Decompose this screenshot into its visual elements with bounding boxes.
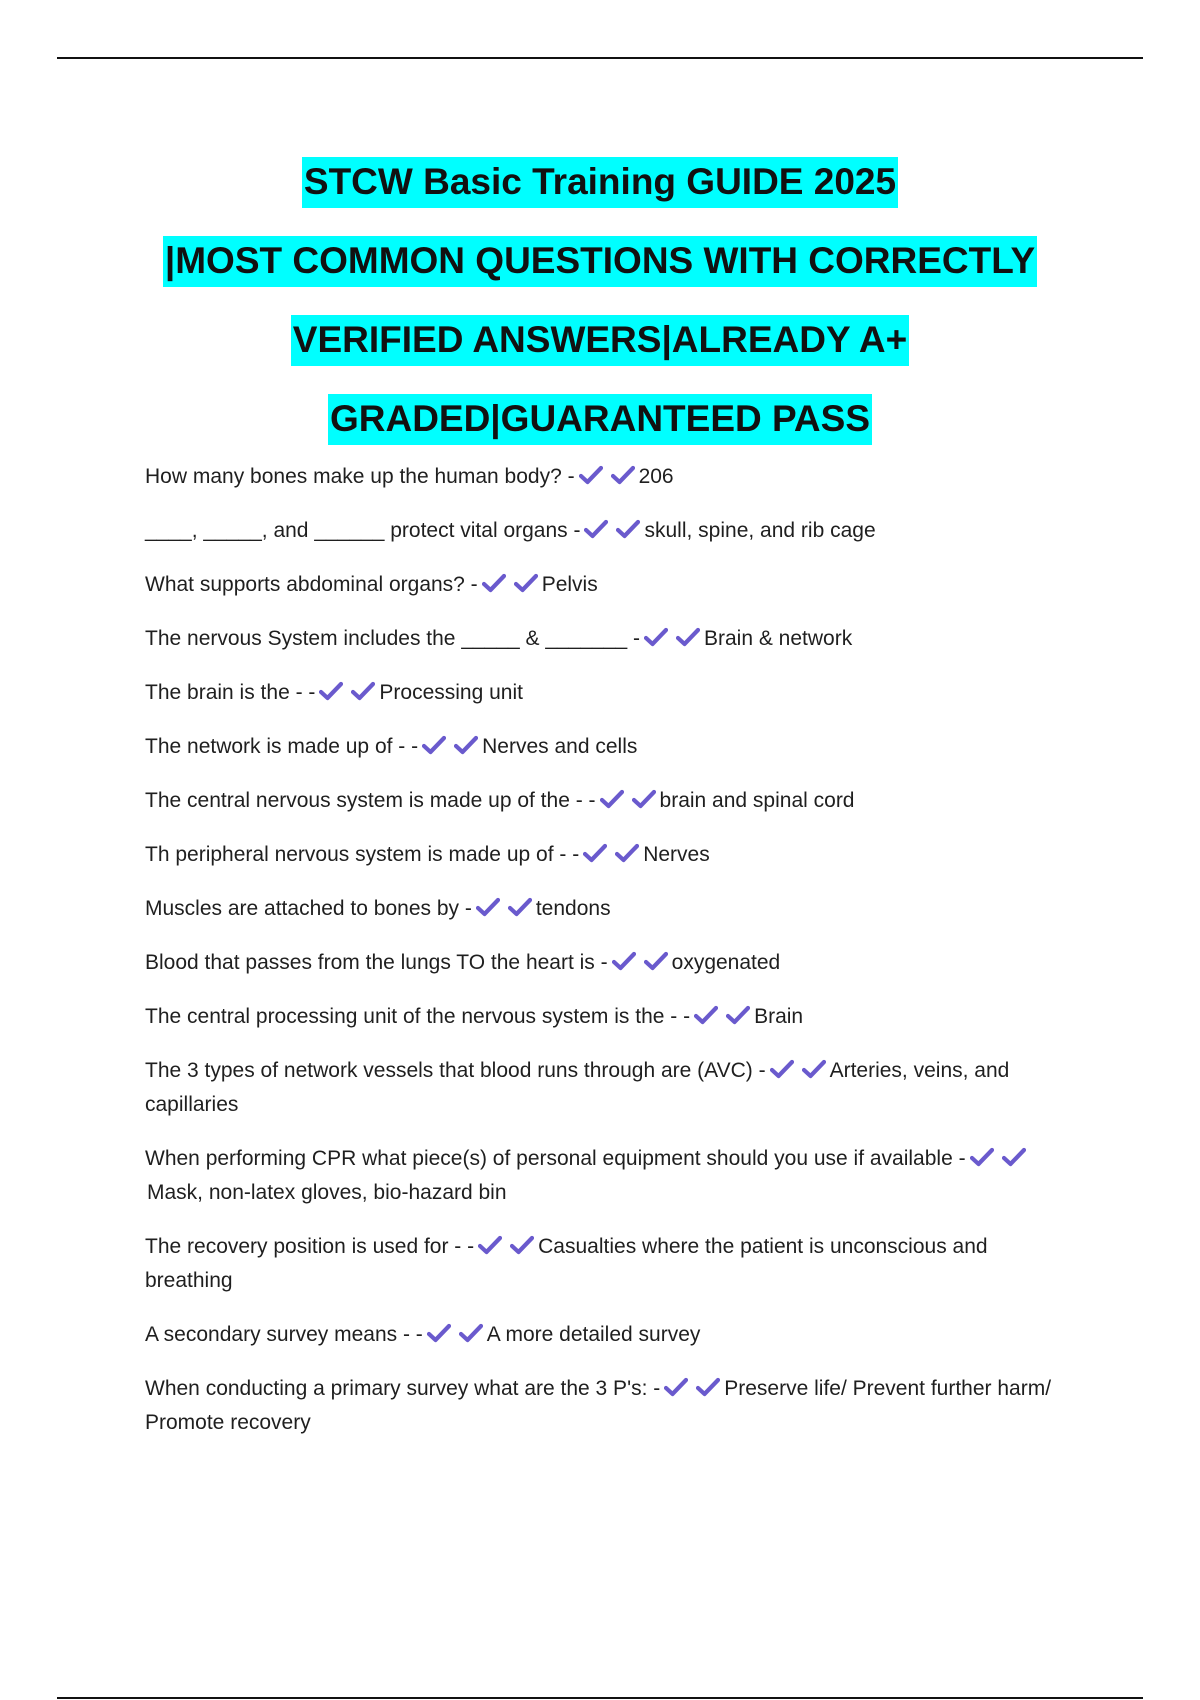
bottom-rule: [57, 1697, 1143, 1699]
answer-text: A more detailed survey: [486, 1323, 701, 1346]
answer-text: Brain: [754, 1005, 804, 1028]
qa-item: [145, 514, 1070, 548]
checkmark-icon: [514, 573, 540, 595]
checkmark-icon: [664, 1377, 690, 1399]
checkmark-icon: [611, 465, 637, 487]
document-title: [0, 142, 1200, 458]
question-text: ____, _____, and ______ protect vital organs -: [145, 519, 581, 542]
checkmark-icon: [694, 1005, 720, 1027]
title-line: STCW Basic Training GUIDE 2025: [0, 142, 1200, 221]
title-line: VERIFIED ANSWERS|ALREADY A+: [0, 300, 1200, 379]
answer-text: tendons: [535, 897, 611, 920]
question-text: How many bones make up the human body? -: [145, 465, 575, 488]
checkmark-icon: [644, 627, 670, 649]
qa-item: [145, 838, 1070, 872]
question-text: The central processing unit of the nervous system is the - -: [145, 1005, 691, 1028]
checkmark-icon: [579, 465, 605, 487]
question-text: The brain is the - -: [145, 681, 316, 704]
qa-item: [145, 784, 1070, 818]
answer-text: Nerves and cells: [482, 735, 638, 758]
checkmark-icon: [612, 951, 638, 973]
checkmark-icon: [427, 1323, 453, 1345]
title-line: |MOST COMMON QUESTIONS WITH CORRECTLY: [0, 221, 1200, 300]
qa-item: [145, 1318, 1070, 1352]
qa-item: [145, 460, 1070, 494]
question-text: Blood that passes from the lungs TO the heart is -: [145, 951, 608, 974]
answer-text: Processing unit: [379, 681, 523, 704]
answer-text: 206: [638, 465, 674, 488]
checkmark-icon: [583, 843, 609, 865]
answer-text: Preserve life/ Prevent further harm/ Promote recovery: [145, 1377, 1052, 1434]
question-text: Th peripheral nervous system is made up of - -: [145, 843, 580, 866]
answer-text: Pelvis: [541, 573, 598, 596]
checkmark-icon: [584, 519, 610, 541]
question-text: The central nervous system is made up of the - -: [145, 789, 596, 812]
answer-text: brain and spinal cord: [659, 789, 855, 812]
qa-item: [145, 568, 1070, 602]
title-line: GRADED|GUARANTEED PASS: [0, 379, 1200, 458]
checkmark-icon: [802, 1059, 828, 1081]
checkmark-icon: [615, 843, 641, 865]
answer-text: Nerves: [643, 843, 710, 866]
question-text: The recovery position is used for - -: [145, 1235, 475, 1258]
qa-item: [145, 676, 1070, 710]
checkmark-icon: [970, 1147, 996, 1169]
checkmark-icon: [478, 1235, 504, 1257]
top-rule: [57, 57, 1143, 59]
question-text: When conducting a primary survey what are the 3 P's: -: [145, 1377, 661, 1400]
checkmark-icon: [482, 573, 508, 595]
checkmark-icon: [351, 681, 377, 703]
checkmark-icon: [459, 1323, 485, 1345]
answer-text: skull, spine, and rib cage: [644, 519, 876, 542]
checkmark-icon: [696, 1377, 722, 1399]
checkmark-icon: [319, 681, 345, 703]
question-text: What supports abdominal organs? -: [145, 573, 478, 596]
checkmark-icon: [510, 1235, 536, 1257]
question-text: The 3 types of network vessels that blood runs through are (AVC) -: [145, 1059, 766, 1082]
qa-item: [145, 1372, 1070, 1440]
question-text: A secondary survey means - -: [145, 1323, 423, 1346]
answer-text: oxygenated: [671, 951, 781, 974]
answer-text: Arteries, veins, and capillaries: [145, 1059, 1010, 1116]
answer-text: Mask, non-latex gloves, bio-hazard bin: [147, 1181, 507, 1204]
qa-item: [145, 1142, 1070, 1210]
qa-item: [145, 622, 1070, 656]
checkmark-icon: [726, 1005, 752, 1027]
checkmark-icon: [644, 951, 670, 973]
checkmark-icon: [632, 789, 658, 811]
checkmark-icon: [422, 735, 448, 757]
checkmark-icon: [1002, 1147, 1028, 1169]
answer-text: Casualties where the patient is unconscious and breathing: [145, 1235, 988, 1292]
question-text: When performing CPR what piece(s) of personal equipment should you use if available -: [145, 1147, 966, 1170]
qa-item: [145, 1000, 1070, 1034]
qa-item: [145, 1230, 1070, 1298]
question-text: Muscles are attached to bones by -: [145, 897, 472, 920]
checkmark-icon: [600, 789, 626, 811]
qa-item: [145, 946, 1070, 980]
checkmark-icon: [454, 735, 480, 757]
qa-item: [145, 730, 1070, 764]
checkmark-icon: [676, 627, 702, 649]
checkmark-icon: [770, 1059, 796, 1081]
answer-text: Brain & network: [703, 627, 853, 650]
question-answer-list: [145, 460, 1070, 1460]
question-text: The nervous System includes the _____ & _______ -: [145, 627, 640, 650]
checkmark-icon: [476, 897, 502, 919]
qa-item: [145, 892, 1070, 926]
checkmark-icon: [616, 519, 642, 541]
checkmark-icon: [508, 897, 534, 919]
qa-item: [145, 1054, 1070, 1122]
question-text: The network is made up of - -: [145, 735, 419, 758]
